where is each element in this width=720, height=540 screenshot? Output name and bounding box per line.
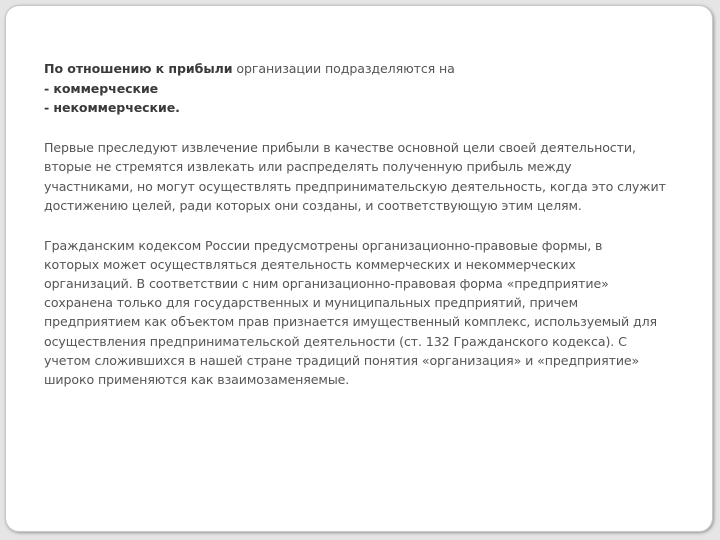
paragraph-line: учетом сложившихся в нашей стране традиций понятия «организация» и «предприятие» xyxy=(44,352,640,368)
paragraph-civil-code xyxy=(44,236,684,390)
paragraph-goals xyxy=(44,138,684,216)
intro-lead-bold: По отношению к прибыли xyxy=(44,61,233,76)
paragraph-line: которых может осуществляться деятельность коммерческих и некоммерческих xyxy=(44,256,576,272)
slide-content xyxy=(44,59,684,389)
slide xyxy=(5,5,713,532)
paragraph-line: достижению целей, ради которых они созданы, и соответствующую этим целям. xyxy=(44,198,582,213)
paragraph-line: вторые не стремятся извлекать или распределять полученную прибыль между xyxy=(44,159,572,174)
intro-lead-line xyxy=(44,59,684,79)
intro-block xyxy=(44,59,684,118)
intro-item-commercial: - коммерческие xyxy=(44,80,159,96)
paragraph-line: предприятием как объектом прав признается имущественный комплекс, используемый для xyxy=(44,314,658,330)
paragraph-line: широко применяются как взаимозаменяемые. xyxy=(44,371,350,387)
paragraph-line: участниками, но могут осуществлять предпринимательскую деятельность, когда это служит xyxy=(44,178,666,194)
intro-lead-rest: организации подразделяются на xyxy=(232,61,455,76)
paragraph-line: Гражданским кодексом России предусмотрены организационно-правовые формы, в xyxy=(44,237,603,253)
intro-item-noncommercial: - некоммерческие. xyxy=(44,100,180,115)
paragraph-line: осуществления предпринимательской деятельности (ст. 132 Гражданского кодекса). С xyxy=(44,333,627,349)
paragraph-line: сохранена только для государственных и муниципальных предприятий, причем xyxy=(44,295,578,311)
paragraph-line: организаций. В соответствии с ним организационно-правовая форма «предприятие» xyxy=(44,275,609,291)
paragraph-line: Первые преследуют извлечение прибыли в качестве основной цели своей деятельности, xyxy=(44,139,636,155)
